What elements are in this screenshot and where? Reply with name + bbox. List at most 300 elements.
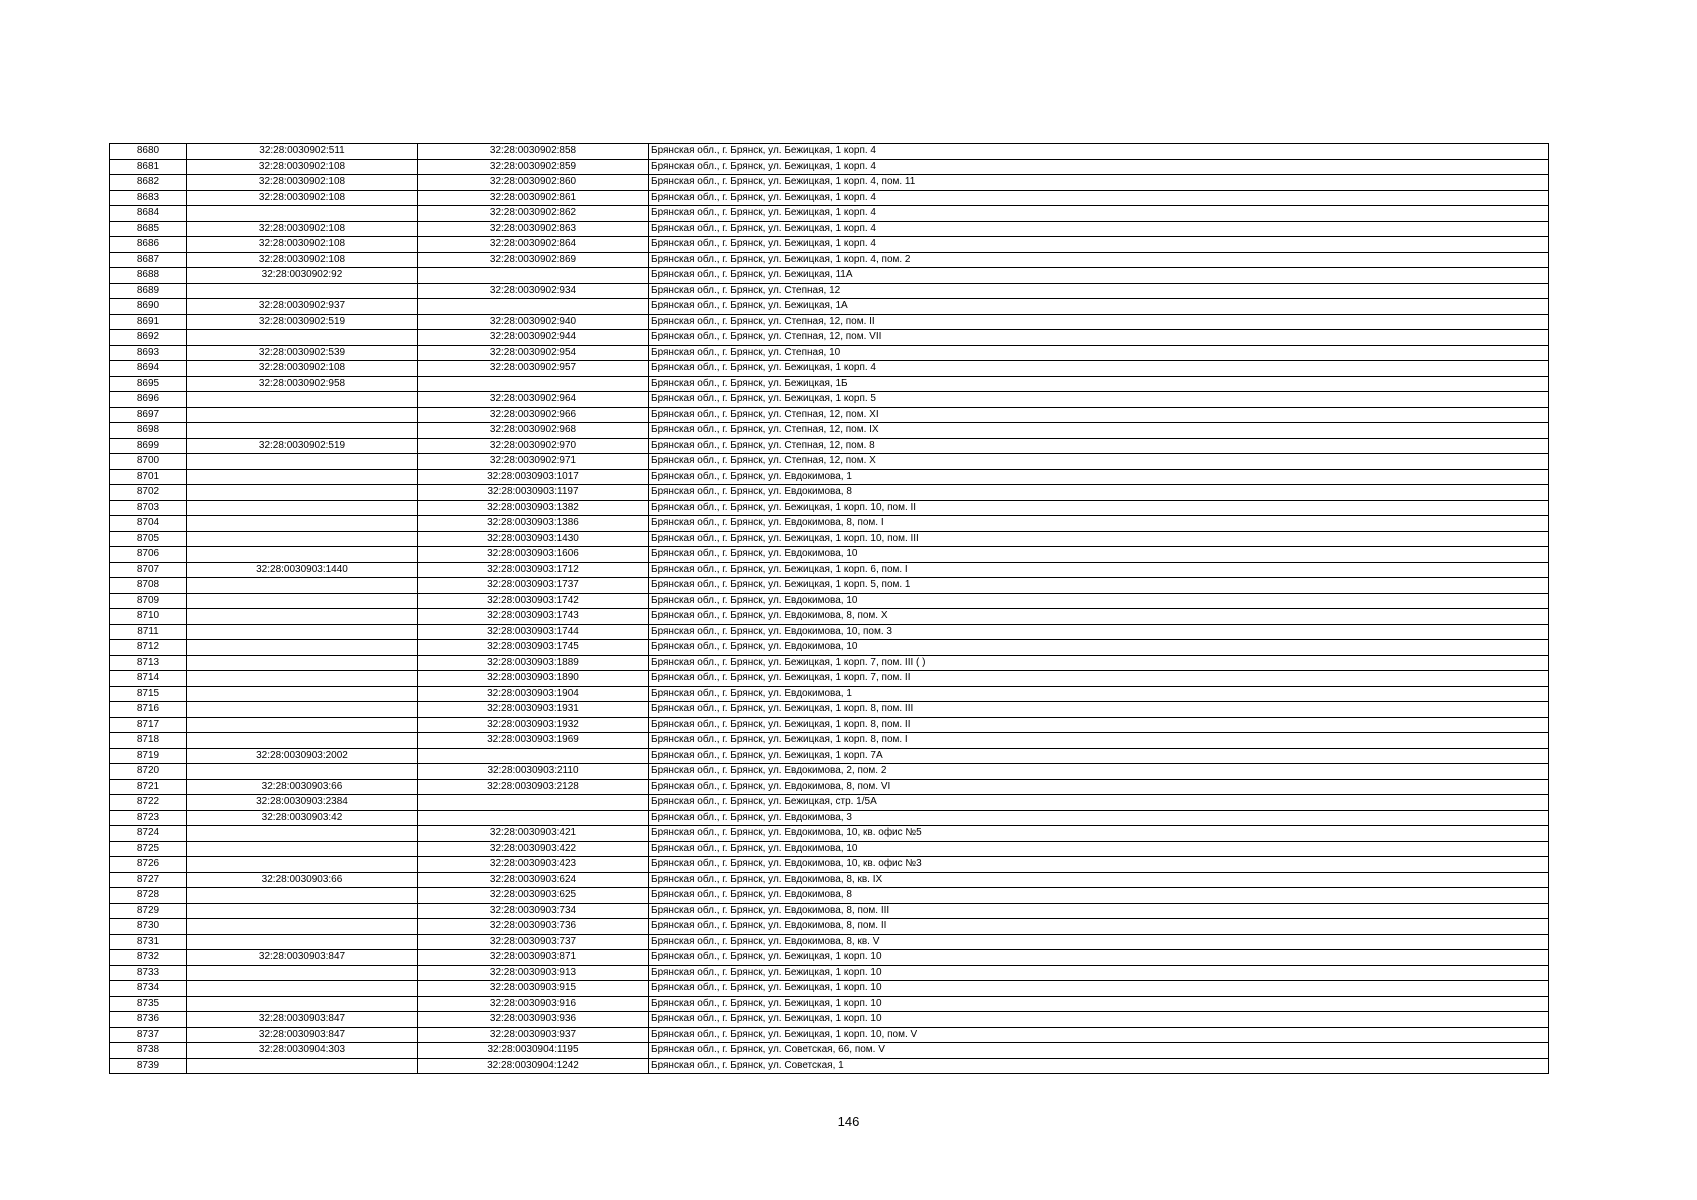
object-number-cell: 32:28:0030902:861 <box>418 190 649 206</box>
parcel-number-cell: 32:28:0030903:66 <box>187 779 418 795</box>
table-row <box>110 717 1549 733</box>
address-cell: Брянская обл., г. Брянск, ул. Бежицкая, 1 корп. 4 <box>649 159 1549 175</box>
row-number-cell: 8717 <box>110 717 187 733</box>
parcel-number-cell <box>187 733 418 749</box>
table-row <box>110 144 1549 160</box>
address-cell: Брянская обл., г. Брянск, ул. Бежицкая, 1 корп. 10 <box>649 965 1549 981</box>
address-cell: Брянская обл., г. Брянск, ул. Бежицкая, 1 корп. 10 <box>649 950 1549 966</box>
object-number-cell: 32:28:0030902:966 <box>418 407 649 423</box>
row-number-cell: 8719 <box>110 748 187 764</box>
row-number-cell: 8688 <box>110 268 187 284</box>
object-number-cell: 32:28:0030903:1889 <box>418 655 649 671</box>
parcel-number-cell <box>187 330 418 346</box>
address-cell: Брянская обл., г. Брянск, ул. Степная, 12, пом. XI <box>649 407 1549 423</box>
address-cell: Брянская обл., г. Брянск, ул. Евдокимова, 8, пом. X <box>649 609 1549 625</box>
parcel-number-cell <box>187 609 418 625</box>
object-number-cell: 32:28:0030903:1969 <box>418 733 649 749</box>
object-number-cell: 32:28:0030902:863 <box>418 221 649 237</box>
object-number-cell: 32:28:0030903:871 <box>418 950 649 966</box>
address-cell: Брянская обл., г. Брянск, ул. Евдокимова, 8, кв. V <box>649 934 1549 950</box>
row-number-cell: 8685 <box>110 221 187 237</box>
row-number-cell: 8683 <box>110 190 187 206</box>
row-number-cell: 8736 <box>110 1012 187 1028</box>
object-number-cell <box>418 299 649 315</box>
address-cell: Брянская обл., г. Брянск, ул. Евдокимова, 8 <box>649 888 1549 904</box>
object-number-cell: 32:28:0030903:1430 <box>418 531 649 547</box>
object-number-cell: 32:28:0030903:2110 <box>418 764 649 780</box>
parcel-number-cell: 32:28:0030902:108 <box>187 190 418 206</box>
row-number-cell: 8738 <box>110 1043 187 1059</box>
object-number-cell: 32:28:0030902:940 <box>418 314 649 330</box>
row-number-cell: 8718 <box>110 733 187 749</box>
row-number-cell: 8684 <box>110 206 187 222</box>
parcel-number-cell <box>187 764 418 780</box>
table-row <box>110 593 1549 609</box>
table-body <box>110 144 1549 1074</box>
address-cell: Брянская обл., г. Брянск, ул. Бежицкая, 1А <box>649 299 1549 315</box>
row-number-cell: 8681 <box>110 159 187 175</box>
row-number-cell: 8735 <box>110 996 187 1012</box>
parcel-number-cell <box>187 578 418 594</box>
parcel-number-cell <box>187 283 418 299</box>
row-number-cell: 8694 <box>110 361 187 377</box>
table-row <box>110 175 1549 191</box>
address-cell: Брянская обл., г. Брянск, ул. Евдокимова, 8, кв. IX <box>649 872 1549 888</box>
object-number-cell: 32:28:0030903:737 <box>418 934 649 950</box>
table-row <box>110 407 1549 423</box>
address-cell: Брянская обл., г. Брянск, ул. Бежицкая, 1 корп. 8, пом. I <box>649 733 1549 749</box>
object-number-cell: 32:28:0030902:860 <box>418 175 649 191</box>
row-number-cell: 8737 <box>110 1027 187 1043</box>
address-cell: Брянская обл., г. Брянск, ул. Бежицкая, 1 корп. 8, пом. III <box>649 702 1549 718</box>
parcel-number-cell <box>187 919 418 935</box>
object-number-cell: 32:28:0030903:1386 <box>418 516 649 532</box>
address-cell: Брянская обл., г. Брянск, ул. Евдокимова, 8, пом. II <box>649 919 1549 935</box>
object-number-cell: 32:28:0030903:734 <box>418 903 649 919</box>
data-table <box>109 143 1549 1074</box>
table-row <box>110 655 1549 671</box>
address-cell: Брянская обл., г. Брянск, ул. Евдокимова, 10, кв. офис №5 <box>649 826 1549 842</box>
address-cell: Брянская обл., г. Брянск, ул. Бежицкая, 1 корп. 7, пом. II <box>649 671 1549 687</box>
object-number-cell: 32:28:0030902:964 <box>418 392 649 408</box>
object-number-cell <box>418 268 649 284</box>
address-cell: Брянская обл., г. Брянск, ул. Бежицкая, 1 корп. 4 <box>649 237 1549 253</box>
table-row <box>110 609 1549 625</box>
parcel-number-cell <box>187 686 418 702</box>
address-cell: Брянская обл., г. Брянск, ул. Евдокимова, 8 <box>649 485 1549 501</box>
row-number-cell: 8699 <box>110 438 187 454</box>
parcel-number-cell: 32:28:0030902:519 <box>187 314 418 330</box>
row-number-cell: 8693 <box>110 345 187 361</box>
parcel-number-cell <box>187 717 418 733</box>
address-cell: Брянская обл., г. Брянск, ул. Бежицкая, стр. 1/5А <box>649 795 1549 811</box>
object-number-cell: 32:28:0030903:1890 <box>418 671 649 687</box>
object-number-cell: 32:28:0030903:1744 <box>418 624 649 640</box>
object-number-cell: 32:28:0030903:625 <box>418 888 649 904</box>
object-number-cell: 32:28:0030902:954 <box>418 345 649 361</box>
row-number-cell: 8726 <box>110 857 187 873</box>
parcel-number-cell <box>187 826 418 842</box>
object-number-cell: 32:28:0030903:736 <box>418 919 649 935</box>
table-row <box>110 779 1549 795</box>
parcel-number-cell <box>187 888 418 904</box>
row-number-cell: 8739 <box>110 1058 187 1074</box>
object-number-cell: 32:28:0030903:1931 <box>418 702 649 718</box>
parcel-number-cell: 32:28:0030902:108 <box>187 252 418 268</box>
parcel-number-cell: 32:28:0030902:539 <box>187 345 418 361</box>
object-number-cell: 32:28:0030902:944 <box>418 330 649 346</box>
object-number-cell: 32:28:0030902:971 <box>418 454 649 470</box>
table-row <box>110 283 1549 299</box>
row-number-cell: 8687 <box>110 252 187 268</box>
object-number-cell: 32:28:0030903:1382 <box>418 500 649 516</box>
address-cell: Брянская обл., г. Брянск, ул. Советская, 1 <box>649 1058 1549 1074</box>
parcel-number-cell: 32:28:0030903:1440 <box>187 562 418 578</box>
address-cell: Брянская обл., г. Брянск, ул. Бежицкая, 1 корп. 5, пом. 1 <box>649 578 1549 594</box>
row-number-cell: 8732 <box>110 950 187 966</box>
row-number-cell: 8731 <box>110 934 187 950</box>
object-number-cell: 32:28:0030903:1017 <box>418 469 649 485</box>
row-number-cell: 8707 <box>110 562 187 578</box>
address-cell: Брянская обл., г. Брянск, ул. Степная, 12, пом. II <box>649 314 1549 330</box>
row-number-cell: 8721 <box>110 779 187 795</box>
address-cell: Брянская обл., г. Брянск, ул. Бежицкая, 11А <box>649 268 1549 284</box>
table-row <box>110 640 1549 656</box>
row-number-cell: 8710 <box>110 609 187 625</box>
table-row <box>110 764 1549 780</box>
address-cell: Брянская обл., г. Брянск, ул. Бежицкая, 1 корп. 4 <box>649 206 1549 222</box>
row-number-cell: 8715 <box>110 686 187 702</box>
object-number-cell: 32:28:0030902:869 <box>418 252 649 268</box>
table-row <box>110 376 1549 392</box>
address-cell: Брянская обл., г. Брянск, ул. Евдокимова, 10, пом. 3 <box>649 624 1549 640</box>
parcel-number-cell <box>187 454 418 470</box>
object-number-cell <box>418 376 649 392</box>
address-cell: Брянская обл., г. Брянск, ул. Бежицкая, 1 корп. 10 <box>649 996 1549 1012</box>
object-number-cell: 32:28:0030904:1195 <box>418 1043 649 1059</box>
object-number-cell: 32:28:0030903:1712 <box>418 562 649 578</box>
parcel-number-cell: 32:28:0030902:108 <box>187 361 418 377</box>
row-number-cell: 8712 <box>110 640 187 656</box>
table-row <box>110 252 1549 268</box>
parcel-number-cell <box>187 965 418 981</box>
parcel-number-cell: 32:28:0030902:92 <box>187 268 418 284</box>
table-row <box>110 733 1549 749</box>
parcel-number-cell: 32:28:0030902:511 <box>187 144 418 160</box>
table-row <box>110 981 1549 997</box>
row-number-cell: 8729 <box>110 903 187 919</box>
address-cell: Брянская обл., г. Брянск, ул. Бежицкая, 1 корп. 6, пом. I <box>649 562 1549 578</box>
row-number-cell: 8706 <box>110 547 187 563</box>
parcel-number-cell <box>187 655 418 671</box>
table-row <box>110 454 1549 470</box>
table-row <box>110 996 1549 1012</box>
parcel-number-cell <box>187 1058 418 1074</box>
parcel-number-cell: 32:28:0030903:847 <box>187 1027 418 1043</box>
row-number-cell: 8728 <box>110 888 187 904</box>
row-number-cell: 8716 <box>110 702 187 718</box>
parcel-number-cell <box>187 996 418 1012</box>
address-cell: Брянская обл., г. Брянск, ул. Степная, 12 <box>649 283 1549 299</box>
address-cell: Брянская обл., г. Брянск, ул. Бежицкая, 1 корп. 10, пом. II <box>649 500 1549 516</box>
object-number-cell: 32:28:0030902:970 <box>418 438 649 454</box>
table-row <box>110 361 1549 377</box>
row-number-cell: 8701 <box>110 469 187 485</box>
table-row <box>110 314 1549 330</box>
parcel-number-cell: 32:28:0030902:108 <box>187 221 418 237</box>
table-row <box>110 190 1549 206</box>
address-cell: Брянская обл., г. Брянск, ул. Евдокимова, 8, пом. III <box>649 903 1549 919</box>
row-number-cell: 8727 <box>110 872 187 888</box>
table-row <box>110 748 1549 764</box>
table-row <box>110 888 1549 904</box>
object-number-cell: 32:28:0030903:1197 <box>418 485 649 501</box>
address-cell: Брянская обл., г. Брянск, ул. Бежицкая, 1 корп. 7, пом. III ( ) <box>649 655 1549 671</box>
address-cell: Брянская обл., г. Брянск, ул. Советская, 66, пом. V <box>649 1043 1549 1059</box>
parcel-number-cell: 32:28:0030902:519 <box>187 438 418 454</box>
parcel-number-cell: 32:28:0030902:937 <box>187 299 418 315</box>
table-row <box>110 438 1549 454</box>
address-cell: Брянская обл., г. Брянск, ул. Степная, 12, пом. IX <box>649 423 1549 439</box>
parcel-number-cell: 32:28:0030903:847 <box>187 1012 418 1028</box>
address-cell: Брянская обл., г. Брянск, ул. Евдокимова, 10 <box>649 547 1549 563</box>
parcel-number-cell: 32:28:0030903:2384 <box>187 795 418 811</box>
object-number-cell: 32:28:0030903:1932 <box>418 717 649 733</box>
table-row <box>110 903 1549 919</box>
address-cell: Брянская обл., г. Брянск, ул. Бежицкая, 1 корп. 4 <box>649 144 1549 160</box>
parcel-number-cell <box>187 547 418 563</box>
table-row <box>110 810 1549 826</box>
row-number-cell: 8714 <box>110 671 187 687</box>
address-cell: Брянская обл., г. Брянск, ул. Бежицкая, 1 корп. 10 <box>649 981 1549 997</box>
parcel-number-cell <box>187 593 418 609</box>
table-row <box>110 547 1549 563</box>
address-cell: Брянская обл., г. Брянск, ул. Бежицкая, 1 корп. 8, пом. II <box>649 717 1549 733</box>
parcel-number-cell: 32:28:0030902:958 <box>187 376 418 392</box>
object-number-cell: 32:28:0030902:968 <box>418 423 649 439</box>
row-number-cell: 8689 <box>110 283 187 299</box>
object-number-cell: 32:28:0030902:858 <box>418 144 649 160</box>
table-row <box>110 841 1549 857</box>
address-cell: Брянская обл., г. Брянск, ул. Евдокимова, 10, кв. офис №3 <box>649 857 1549 873</box>
object-number-cell: 32:28:0030903:1737 <box>418 578 649 594</box>
parcel-number-cell: 32:28:0030903:847 <box>187 950 418 966</box>
address-cell: Брянская обл., г. Брянск, ул. Евдокимова, 3 <box>649 810 1549 826</box>
object-number-cell: 32:28:0030903:2128 <box>418 779 649 795</box>
address-cell: Брянская обл., г. Брянск, ул. Бежицкая, 1 корп. 5 <box>649 392 1549 408</box>
table-row <box>110 826 1549 842</box>
row-number-cell: 8725 <box>110 841 187 857</box>
row-number-cell: 8724 <box>110 826 187 842</box>
row-number-cell: 8700 <box>110 454 187 470</box>
row-number-cell: 8733 <box>110 965 187 981</box>
row-number-cell: 8711 <box>110 624 187 640</box>
object-number-cell: 32:28:0030903:916 <box>418 996 649 1012</box>
parcel-number-cell <box>187 841 418 857</box>
address-cell: Брянская обл., г. Брянск, ул. Бежицкая, 1 корп. 4, пом. 2 <box>649 252 1549 268</box>
table-row <box>110 702 1549 718</box>
address-cell: Брянская обл., г. Брянск, ул. Бежицкая, 1 корп. 10, пом. V <box>649 1027 1549 1043</box>
row-number-cell: 8705 <box>110 531 187 547</box>
address-cell: Брянская обл., г. Брянск, ул. Бежицкая, 1 корп. 10, пом. III <box>649 531 1549 547</box>
row-number-cell: 8680 <box>110 144 187 160</box>
parcel-number-cell: 32:28:0030904:303 <box>187 1043 418 1059</box>
parcel-number-cell <box>187 469 418 485</box>
table-row <box>110 562 1549 578</box>
address-cell: Брянская обл., г. Брянск, ул. Бежицкая, 1 корп. 4 <box>649 221 1549 237</box>
parcel-number-cell <box>187 392 418 408</box>
table-row <box>110 268 1549 284</box>
table-row <box>110 872 1549 888</box>
row-number-cell: 8702 <box>110 485 187 501</box>
object-number-cell <box>418 795 649 811</box>
table-row <box>110 578 1549 594</box>
parcel-number-cell: 32:28:0030902:108 <box>187 175 418 191</box>
table-row <box>110 516 1549 532</box>
object-number-cell: 32:28:0030903:1742 <box>418 593 649 609</box>
object-number-cell: 32:28:0030903:423 <box>418 857 649 873</box>
table-row <box>110 206 1549 222</box>
table-row <box>110 1027 1549 1043</box>
parcel-number-cell <box>187 903 418 919</box>
table-row <box>110 795 1549 811</box>
parcel-number-cell <box>187 206 418 222</box>
parcel-number-cell <box>187 702 418 718</box>
parcel-number-cell <box>187 407 418 423</box>
table-row <box>110 671 1549 687</box>
table-row <box>110 237 1549 253</box>
address-cell: Брянская обл., г. Брянск, ул. Бежицкая, 1Б <box>649 376 1549 392</box>
object-number-cell: 32:28:0030902:864 <box>418 237 649 253</box>
address-cell: Брянская обл., г. Брянск, ул. Евдокимова, 10 <box>649 640 1549 656</box>
row-number-cell: 8723 <box>110 810 187 826</box>
object-number-cell: 32:28:0030902:934 <box>418 283 649 299</box>
address-cell: Брянская обл., г. Брянск, ул. Бежицкая, 1 корп. 4 <box>649 190 1549 206</box>
address-cell: Брянская обл., г. Брянск, ул. Евдокимова, 1 <box>649 686 1549 702</box>
address-cell: Брянская обл., г. Брянск, ул. Евдокимова, 1 <box>649 469 1549 485</box>
table-row <box>110 221 1549 237</box>
table-row <box>110 965 1549 981</box>
object-number-cell: 32:28:0030902:957 <box>418 361 649 377</box>
parcel-number-cell <box>187 640 418 656</box>
table-row <box>110 299 1549 315</box>
address-cell: Брянская обл., г. Брянск, ул. Бежицкая, 1 корп. 10 <box>649 1012 1549 1028</box>
address-cell: Брянская обл., г. Брянск, ул. Евдокимова, 2, пом. 2 <box>649 764 1549 780</box>
table-row <box>110 686 1549 702</box>
object-number-cell <box>418 748 649 764</box>
row-number-cell: 8734 <box>110 981 187 997</box>
table-row <box>110 469 1549 485</box>
table-row <box>110 330 1549 346</box>
object-number-cell: 32:28:0030904:1242 <box>418 1058 649 1074</box>
row-number-cell: 8704 <box>110 516 187 532</box>
table-row <box>110 485 1549 501</box>
table-row <box>110 392 1549 408</box>
row-number-cell: 8692 <box>110 330 187 346</box>
row-number-cell: 8713 <box>110 655 187 671</box>
address-cell: Брянская обл., г. Брянск, ул. Евдокимова, 8, пом. VI <box>649 779 1549 795</box>
row-number-cell: 8703 <box>110 500 187 516</box>
row-number-cell: 8690 <box>110 299 187 315</box>
object-number-cell: 32:28:0030903:913 <box>418 965 649 981</box>
object-number-cell: 32:28:0030903:1743 <box>418 609 649 625</box>
table-row <box>110 919 1549 935</box>
table-row <box>110 423 1549 439</box>
parcel-number-cell: 32:28:0030903:42 <box>187 810 418 826</box>
parcel-number-cell <box>187 624 418 640</box>
object-number-cell: 32:28:0030903:937 <box>418 1027 649 1043</box>
parcel-number-cell <box>187 485 418 501</box>
table-row <box>110 857 1549 873</box>
table-row <box>110 950 1549 966</box>
table-row <box>110 531 1549 547</box>
object-number-cell: 32:28:0030903:936 <box>418 1012 649 1028</box>
row-number-cell: 8697 <box>110 407 187 423</box>
object-number-cell: 32:28:0030903:624 <box>418 872 649 888</box>
table-row <box>110 1012 1549 1028</box>
parcel-number-cell <box>187 857 418 873</box>
parcel-number-cell <box>187 531 418 547</box>
table-row <box>110 1058 1549 1074</box>
object-number-cell: 32:28:0030903:422 <box>418 841 649 857</box>
parcel-number-cell: 32:28:0030902:108 <box>187 159 418 175</box>
parcel-number-cell: 32:28:0030903:2002 <box>187 748 418 764</box>
address-cell: Брянская обл., г. Брянск, ул. Степная, 12, пом. VII <box>649 330 1549 346</box>
row-number-cell: 8696 <box>110 392 187 408</box>
object-number-cell: 32:28:0030903:1745 <box>418 640 649 656</box>
row-number-cell: 8698 <box>110 423 187 439</box>
row-number-cell: 8691 <box>110 314 187 330</box>
page-number: 146 <box>837 1114 860 1129</box>
parcel-number-cell <box>187 500 418 516</box>
object-number-cell: 32:28:0030903:915 <box>418 981 649 997</box>
parcel-number-cell <box>187 981 418 997</box>
row-number-cell: 8695 <box>110 376 187 392</box>
object-number-cell: 32:28:0030903:1904 <box>418 686 649 702</box>
row-number-cell: 8708 <box>110 578 187 594</box>
parcel-number-cell <box>187 423 418 439</box>
address-cell: Брянская обл., г. Брянск, ул. Евдокимова, 10 <box>649 841 1549 857</box>
address-cell: Брянская обл., г. Брянск, ул. Степная, 12, пом. X <box>649 454 1549 470</box>
table-row <box>110 624 1549 640</box>
address-cell: Брянская обл., г. Брянск, ул. Бежицкая, 1 корп. 4, пом. 11 <box>649 175 1549 191</box>
object-number-cell: 32:28:0030903:421 <box>418 826 649 842</box>
address-cell: Брянская обл., г. Брянск, ул. Бежицкая, 1 корп. 7А <box>649 748 1549 764</box>
row-number-cell: 8686 <box>110 237 187 253</box>
parcel-number-cell <box>187 671 418 687</box>
object-number-cell: 32:28:0030903:1606 <box>418 547 649 563</box>
row-number-cell: 8709 <box>110 593 187 609</box>
table-row <box>110 934 1549 950</box>
parcel-number-cell <box>187 934 418 950</box>
row-number-cell: 8720 <box>110 764 187 780</box>
parcel-number-cell: 32:28:0030903:66 <box>187 872 418 888</box>
object-number-cell <box>418 810 649 826</box>
address-cell: Брянская обл., г. Брянск, ул. Евдокимова, 8, пом. I <box>649 516 1549 532</box>
parcel-number-cell <box>187 516 418 532</box>
row-number-cell: 8730 <box>110 919 187 935</box>
address-cell: Брянская обл., г. Брянск, ул. Евдокимова, 10 <box>649 593 1549 609</box>
object-number-cell: 32:28:0030902:862 <box>418 206 649 222</box>
row-number-cell: 8682 <box>110 175 187 191</box>
address-cell: Брянская обл., г. Брянск, ул. Степная, 10 <box>649 345 1549 361</box>
address-cell: Брянская обл., г. Брянск, ул. Степная, 12, пом. 8 <box>649 438 1549 454</box>
table-row <box>110 1043 1549 1059</box>
address-cell: Брянская обл., г. Брянск, ул. Бежицкая, 1 корп. 4 <box>649 361 1549 377</box>
table-row <box>110 345 1549 361</box>
parcel-number-cell: 32:28:0030902:108 <box>187 237 418 253</box>
row-number-cell: 8722 <box>110 795 187 811</box>
